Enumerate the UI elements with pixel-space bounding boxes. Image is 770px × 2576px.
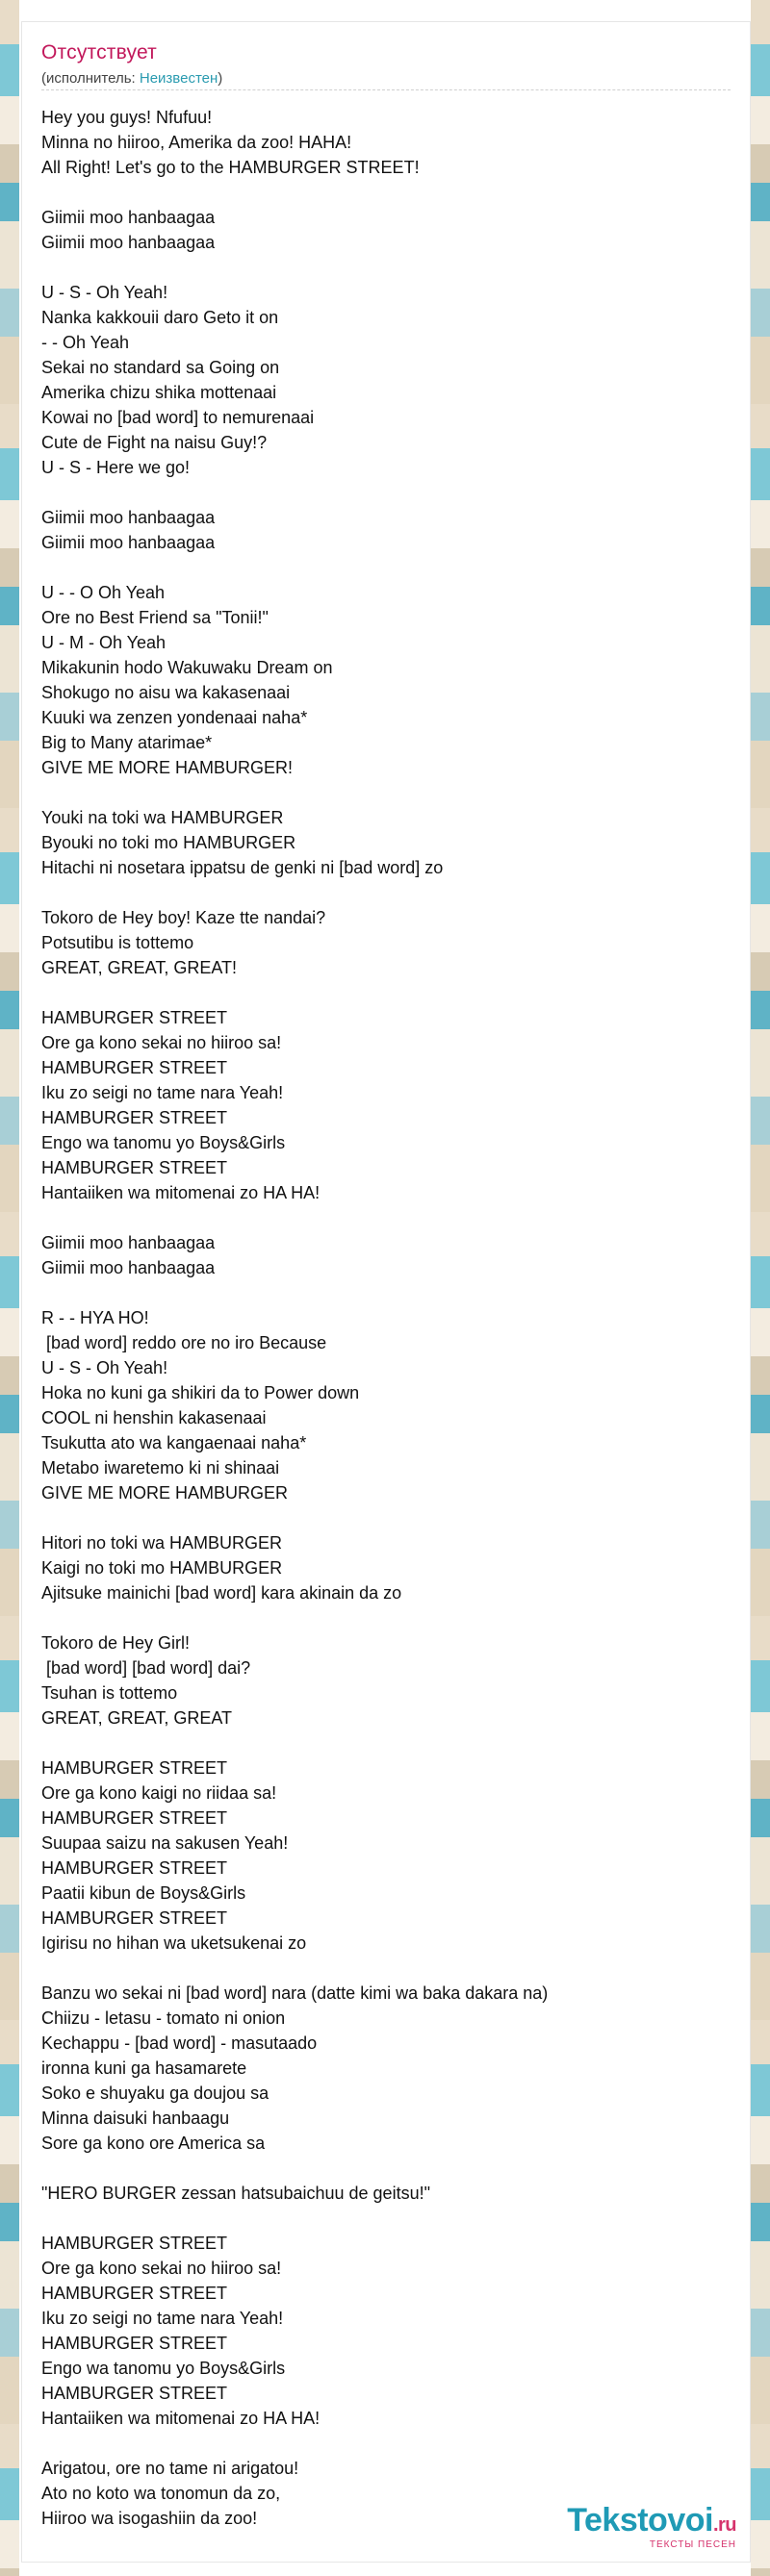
left-decorative-stripe bbox=[0, 0, 19, 2576]
artist-line bbox=[41, 70, 222, 87]
brand-tld: .ru bbox=[712, 2514, 736, 2536]
artist-prefix: (исполнитель: bbox=[41, 70, 140, 87]
brand-name: Tekstovoi bbox=[567, 2502, 713, 2538]
song-title: Отсутствует bbox=[41, 41, 157, 63]
artist-suffix: ) bbox=[218, 70, 223, 87]
right-decorative-stripe bbox=[751, 0, 770, 2576]
artist-link[interactable]: Неизвестен bbox=[139, 70, 218, 87]
site-logo bbox=[567, 2504, 736, 2541]
brand-tagline: ТЕКСТЫ ПЕСЕН bbox=[649, 2539, 736, 2550]
header-separator bbox=[41, 89, 731, 90]
site-logo-link[interactable] bbox=[567, 2504, 736, 2550]
lyrics-card bbox=[21, 21, 751, 2563]
lyrics-text: Hey you guys! Nfufuu! Minna no hiiroo, Amerika da zoo! HAHA! All Right! Let's go to the HAMBURGER STREET! Giimii moo hanbaagaa Giimii moo hanbaagaa U - S - Oh Yeah! Nanka kakkouii daro Geto it on - - Oh Yeah Sekai no standard sa Going on Amerika chizu shika mottenaai Kowai no [bad word] to nemurenaai Cute de Fight na naisu Guy!? U - S - Here we go! Giimii moo hanbaagaa Giimii moo hanbaagaa U - - O Oh Yeah Ore no Best Friend sa "Tonii!" U - M - Oh Yeah Mikakunin hodo Wakuwaku Dream on Shokugo no aisu wa kakasenaai Kuuki wa zenzen yondenaai naha* Big to Many atarimae* GIVE ME MORE HAMBURGER! Youki na toki wa HAMBURGER Byouki no toki mo HAMBURGER Hitachi ni nosetara ippatsu de genki ni [bad word] zo Tokoro de Hey boy! Kaze tte nandai? Potsutibu is tottemo GREAT, GREAT, GREAT! HAMBURGER STREET Ore ga kono sekai no hiiroo sa! HAMBURGER STREET Iku zo seigi no tame nara Yeah! HAMBURGER STREET Engo wa tanomu yo Boys&Girls HAMBURGER STREET Hantaiiken wa mitomenai zo HA HA! Giimii moo hanbaagaa Giimii moo hanbaagaa R - - HYA HO! [bad word] reddo ore no iro Because U - S - Oh Yeah! Hoka no kuni ga shikiri da to Power down COOL ni henshin kakasenaai Tsukutta ato wa kangaenaai naha* Metabo iwaretemo ki ni shinaai GIVE ME MORE HAMBURGER Hitori no toki wa HAMBURGER Kaigi no toki mo HAMBURGER Ajitsuke mainichi [bad word] kara akinain da zo Tokoro de Hey Girl! [bad word] [bad word] dai? Tsuhan is tottemo GREAT, GREAT, GREAT HAMBURGER STREET Ore ga kono kaigi no riidaa sa! HAMBURGER STREET Suupaa saizu na sakusen Yeah! HAMBURGER STREET Paatii kibun de Boys&Girls HAMBURGER STREET Igirisu no hihan wa uketsukenai zo Banzu wo sekai ni [bad word] nara (datte kimi wa baka dakara na) Chiizu - letasu - tomato ni onion Kechappu - [bad word] - masutaado ironna kuni ga hasamarete Soko e shuyaku ga doujou sa Minna daisuki hanbaagu Sore ga kono ore America sa "HERO BURGER zessan hatsubaichuu de geitsu!" HAMBURGER STREET Ore ga kono sekai no hiiroo sa! HAMBURGER STREET Iku zo seigi no tame nara Yeah! HAMBURGER STREET Engo wa tanomu yo Boys&Girls HAMBURGER STREET Hantaiiken wa mitomenai zo HA HA! Arigatou, ore no tame ni arigatou! Ato no koto wa tonomun da zo, Hiiroo wa isogashiin da zoo! bbox=[41, 108, 549, 2528]
